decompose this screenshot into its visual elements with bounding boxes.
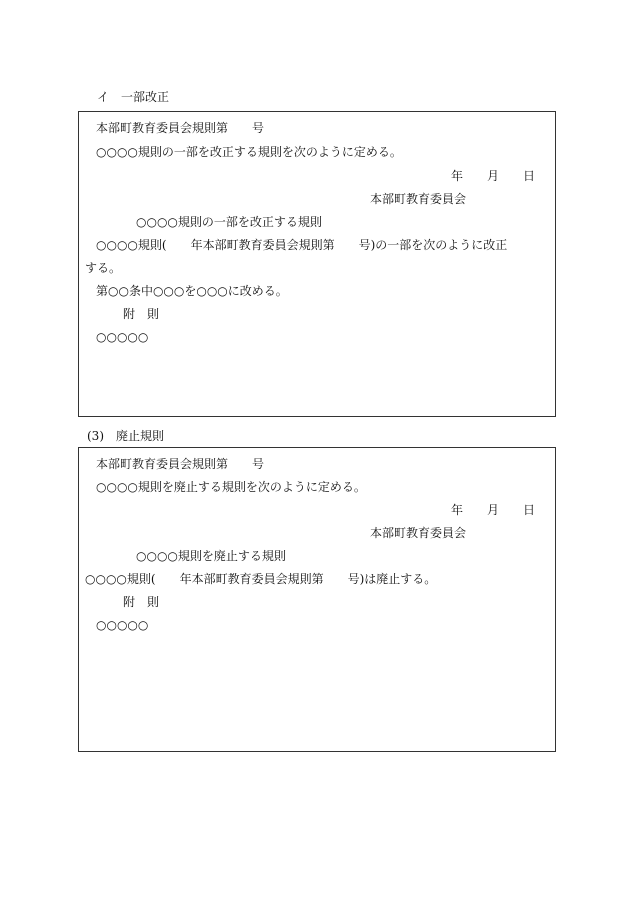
section-heading-partial-amendment: イ 一部改正 (97, 90, 170, 104)
issuer: 本部町教育委員会 (370, 526, 467, 540)
date-line: 年 月 日 (450, 169, 535, 183)
repeal-rule-form (78, 447, 556, 752)
supplementary-body: ○○○○○ (96, 618, 149, 632)
body-line-1: ○○○○規則( 年本部町教育委員会規則第 号)の一部を次のように改正 (96, 238, 508, 252)
supplementary-heading: 附 則 (123, 595, 160, 609)
enact-sentence: ○○○○規則の一部を改正する規則を次のように定める。 (96, 145, 402, 159)
rule-title: ○○○○規則の一部を改正する規則 (136, 215, 322, 229)
enact-sentence: ○○○○規則を廃止する規則を次のように定める。 (96, 480, 366, 494)
section-heading-repeal: (3) 廃止規則 (87, 429, 164, 443)
amendment-line: 第○○条中○○○を○○○に改める。 (96, 284, 288, 298)
body-line-2: する。 (85, 261, 122, 275)
supplementary-body: ○○○○○ (96, 330, 149, 344)
body-line-1: ○○○○規則( 年本部町教育委員会規則第 号)は廃止する。 (85, 572, 437, 586)
supplementary-heading: 附 則 (123, 307, 160, 321)
issuer: 本部町教育委員会 (370, 192, 467, 206)
partial-amendment-form (78, 111, 556, 417)
rule-number: 本部町教育委員会規則第 号 (96, 457, 265, 471)
rule-title: ○○○○規則を廃止する規則 (136, 549, 286, 563)
rule-number: 本部町教育委員会規則第 号 (96, 121, 265, 135)
date-line: 年 月 日 (450, 503, 535, 517)
